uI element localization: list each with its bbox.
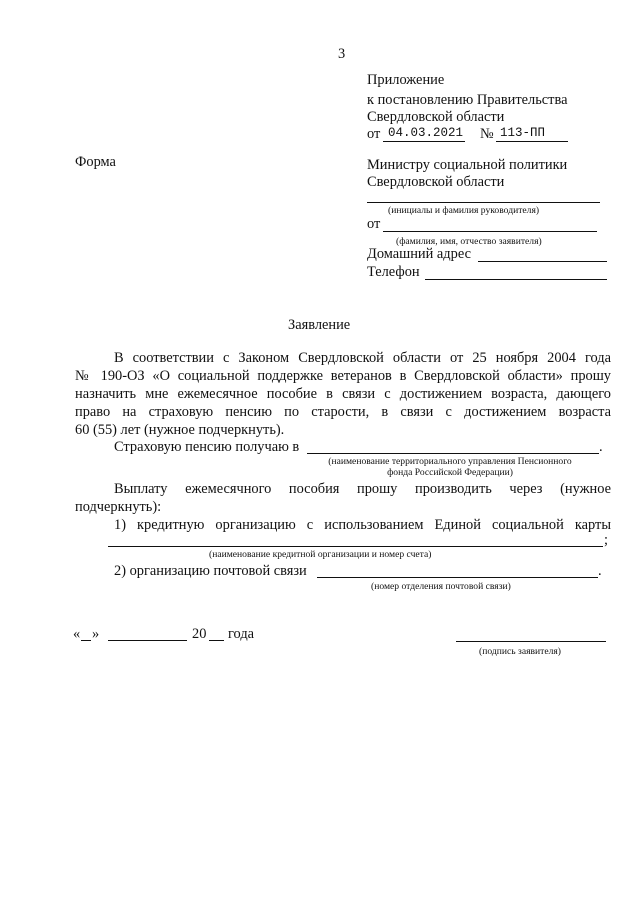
address-label: Домашний адрес — [367, 246, 471, 262]
body-line-4: право на страховую пенсию по старости, в связи с достижением возраста — [75, 404, 611, 420]
signature-caption: (подпись заявителя) — [479, 646, 562, 657]
recipient-ministry: Министру социальной политики — [367, 157, 568, 173]
year-suffix: года — [228, 626, 255, 642]
annex-resolution: к постановлению Правительства — [367, 92, 568, 108]
post-office-line — [317, 577, 598, 578]
annex-region: Свердловской области — [367, 109, 505, 125]
year-line — [209, 640, 224, 641]
body-line-2: № 190-ОЗ «О социальной поддержке ветеранов в Свердловской области» прошу — [75, 368, 611, 384]
annex-number-underline — [496, 141, 568, 142]
month-line — [108, 640, 187, 641]
date-quote-open: « — [73, 626, 81, 642]
body-line-3: назначить мне ежемесячное пособие в связи с достижением возраста, дающего — [75, 386, 611, 402]
annex-title: Приложение — [367, 72, 445, 88]
from-prefix: от — [367, 216, 381, 232]
address-line — [478, 261, 607, 262]
option-credit-org: 1) кредитную организацию с использованием Единой социальной карты — [114, 517, 611, 533]
document-title: Заявление — [288, 317, 351, 333]
applicant-name-caption: (фамилия, имя, отчество заявителя) — [396, 236, 542, 247]
body-line-5: 60 (55) лет (нужное подчеркнуть). — [75, 422, 285, 438]
day-line — [81, 640, 91, 641]
post-office-caption: (номер отделения почтовой связи) — [371, 581, 511, 592]
annex-date-underline — [383, 141, 465, 142]
applicant-name-line — [383, 231, 597, 232]
head-name-line — [367, 202, 600, 203]
pension-caption-2: фонда Российской Федерации) — [387, 467, 513, 478]
annex-date-prefix: от — [367, 126, 381, 142]
year-prefix: 20 — [192, 626, 207, 642]
pension-end: . — [599, 439, 603, 455]
payment-line-2: подчеркнуть): — [75, 499, 162, 515]
signature-line — [456, 641, 606, 642]
pension-fund-line — [307, 453, 599, 454]
option-post: 2) организацию почтовой связи — [114, 563, 307, 579]
payment-line-1: Выплату ежемесячного пособия прошу производить через (нужное — [114, 481, 611, 497]
pension-caption-1: (наименование территориального управления Пенсионного — [328, 456, 572, 467]
form-label: Форма — [75, 154, 116, 170]
annex-date-value: 04.03.2021 — [388, 126, 464, 140]
date-quote-close: » — [92, 626, 100, 642]
credit-org-line — [108, 546, 603, 547]
pension-label: Страховую пенсию получаю в — [114, 439, 300, 455]
annex-number-prefix: № — [480, 126, 494, 142]
phone-label: Телефон — [367, 264, 420, 280]
body-line-1: В соответствии с Законом Свердловской области от 25 ноября 2004 года — [114, 350, 611, 366]
phone-line — [425, 279, 607, 280]
credit-org-caption: (наименование кредитной организации и номер счета) — [209, 549, 432, 560]
annex-number-value: 113-ПП — [500, 126, 546, 140]
page-number: 3 — [338, 46, 346, 62]
recipient-region: Свердловской области — [367, 174, 505, 190]
head-name-caption: (инициалы и фамилия руководителя) — [388, 205, 540, 216]
option-credit-end: ; — [604, 532, 608, 548]
option-post-end: . — [598, 563, 602, 579]
